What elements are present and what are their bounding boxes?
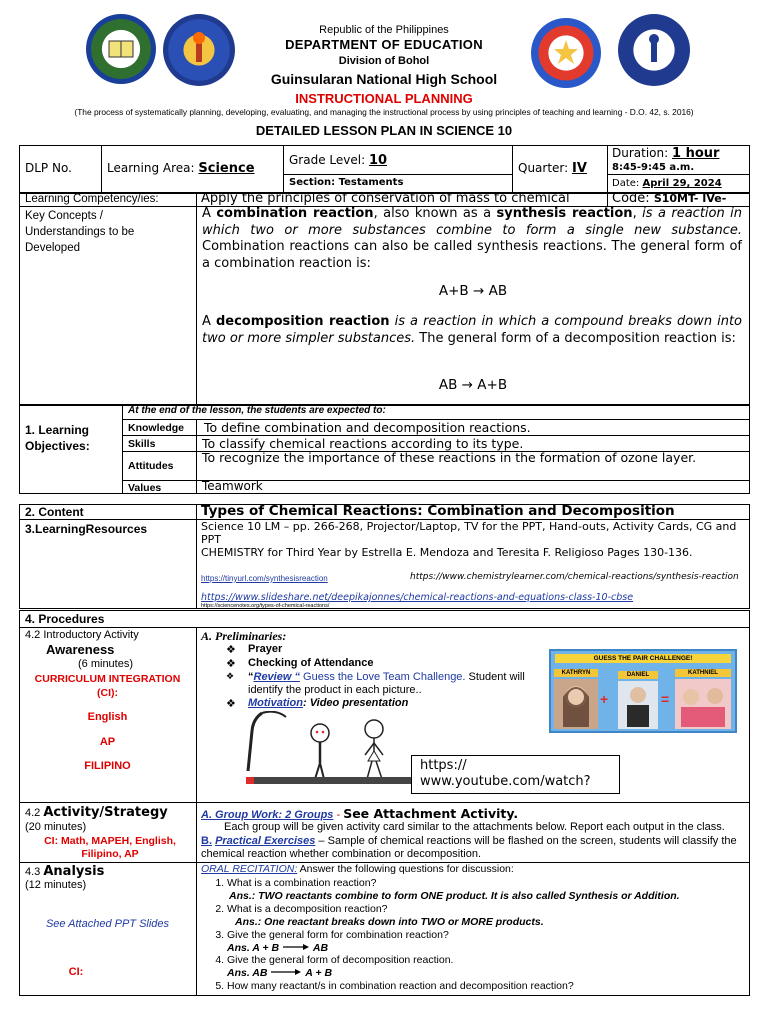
p1-text-a: A [202, 206, 217, 221]
see-attachment-text: See Attachment Activity. [343, 806, 519, 821]
p1-text-c: , [632, 206, 643, 221]
answer-1: Ans.: TWO reactants combine to form ONE product. It is also called Synthesis or Addition. [229, 889, 680, 902]
quarter-label: Quarter: [518, 161, 569, 175]
code-label: Code: [612, 191, 650, 206]
diamond-bullet-icon: ❖ [226, 697, 236, 710]
pair-name-1: KATHRYN [554, 669, 598, 677]
attitudes-objective: To recognize the importance of these reactions in the formation of ozone layer. [202, 450, 697, 465]
p2-text-b: The general form of a decomposition reaction is: [415, 330, 736, 346]
learning-area-label: Learning Area: [107, 161, 195, 175]
question-4 [227, 954, 747, 980]
procedures-label: 4. Procedures [25, 612, 105, 626]
content-value: Types of Chemical Reactions: Combination and Decomposition [201, 503, 675, 519]
analysis-num: 4.3 [25, 866, 44, 878]
question-3 [227, 929, 747, 955]
dlp-no-label: DLP No. [25, 161, 72, 175]
activity-label [25, 805, 168, 820]
decomposition-term: decomposition reaction [215, 314, 390, 329]
school-name: Guinsularan National High School [270, 71, 498, 87]
decomposition-definition: is a reaction in which a compound breaks down into two or more simpler substances. [202, 314, 743, 346]
ppt-slides-note: See Attached PPT Slides [45, 918, 170, 930]
learning-area-value: Science [198, 161, 255, 176]
duration-value: 1 hour [672, 146, 720, 161]
equals-sign: = [661, 691, 670, 707]
content-label: 2. Content [25, 505, 84, 519]
answer-4-products: A + B [305, 967, 333, 980]
answer-3-product: AB [312, 941, 329, 954]
combination-definition: is a reaction in which two or more substances combine to form a single new substance. [202, 206, 743, 238]
synthesis-term: synthesis reaction [496, 206, 633, 221]
analysis-label [25, 864, 104, 879]
date-label: Date: [612, 178, 640, 189]
link-slideshare[interactable]: https://www.slideshare.net/deepikajonnes/chemical-reactions-and-equations-class-10-cbse [201, 592, 634, 603]
stick-figures-video [246, 711, 416, 784]
intro-activity-label: 4.2 Introductory Activity [25, 629, 139, 641]
diamond-bullet-icon: ❖ [226, 672, 235, 682]
p1-text-b: , also known as a [373, 206, 497, 221]
answer-4-reactant: Ans. AB [227, 967, 268, 980]
question-4-text: Give the general form of decomposition reaction. [227, 954, 454, 967]
duration-field [612, 146, 719, 161]
knowledge-objective: To define combination and decomposition reactions. [204, 420, 531, 435]
decomposition-equation: AB → A+B [438, 377, 508, 393]
group-work-line [201, 806, 518, 821]
activity-num: 4.2 [25, 807, 44, 819]
date-value: April 29, 2024 [642, 178, 722, 189]
question-1-text: What is a combination reaction? [227, 877, 377, 889]
objectives-label: 1. Learning Objectives: [25, 423, 90, 453]
activity-title: Activity/Strategy [43, 805, 168, 820]
division-text: Division of Bohol [338, 55, 430, 67]
youtube-url[interactable]: https:// www.youtube.com/watch? [420, 758, 591, 789]
motivation-rest-text: : Video presentation [303, 697, 409, 709]
code-value: S10MT- IVe- [653, 192, 727, 205]
instructional-planning-definition: (The process of systematically planning, developing, evaluating, and managing the instructional process by using principles of teaching and learning - D.O. 42, s. 2016) [74, 107, 694, 117]
competency-text: Apply the principles of conservation of mass to chemical [201, 191, 570, 206]
practical-exercises-link[interactable]: Practical Exercises [215, 835, 316, 847]
quarter-field [518, 161, 587, 176]
resources-text-1: Science 10 LM – pp. 266-268, Projector/Laptop, TV for the PPT, Hand-outs, Activity Cards, CG and PPT [201, 520, 737, 546]
ci-ap: AP [99, 736, 116, 748]
duration-label: Duration: [612, 146, 669, 160]
department-text: DEPARTMENT OF EDUCATION [285, 37, 483, 52]
pair-name-2: DANIEL [618, 671, 658, 679]
dash: - [333, 809, 344, 821]
question-3-text: Give the general form for combination reaction? [227, 928, 449, 941]
pair-title: GUESS THE PAIR CHALLENGE! [555, 654, 731, 663]
prayer-text: Prayer [248, 643, 283, 655]
time-value: 8:45-9:45 a.m. [612, 162, 695, 173]
video-thumbnail[interactable] [246, 711, 416, 784]
ci-filipino: FILIPINO [84, 760, 131, 772]
knowledge-label: Knowledge [128, 422, 185, 434]
section-label: Section: Testaments [289, 177, 404, 188]
pair-photos [551, 677, 735, 731]
grade-level-field [289, 153, 387, 168]
instructional-planning-title: INSTRUCTIONAL PLANNING [295, 91, 473, 106]
practical-exercises-desc: – Sample of chemical reactions will be flashed on the screen, students will classify the chemical reaction whether combination or decomposition. [201, 835, 737, 860]
review-rest-text: Student will identify the product in each picture.. [248, 671, 525, 696]
analysis-title: Analysis [43, 864, 105, 879]
group-work-link[interactable]: A. Group Work: 2 Groups [201, 809, 334, 821]
curriculum-integration-label: CURRICULUM INTEGRATION (CI): [34, 673, 181, 699]
plan-title: DETAILED LESSON PLAN IN SCIENCE 10 [255, 123, 513, 138]
quarter-value: IV [572, 161, 587, 176]
oral-recitation-link[interactable]: ORAL RECITATION: [201, 863, 298, 875]
learning-area-field [107, 161, 255, 176]
review-link[interactable]: Review “ [253, 671, 300, 683]
bullet-attendance [228, 657, 374, 669]
values-label: Values [128, 482, 162, 494]
activity-ci: CI: Math, MAPEH, English, Filipino, AP [44, 835, 176, 860]
discussion-questions [207, 877, 747, 993]
attendance-text: Checking of Attendance [248, 657, 374, 669]
skills-label: Skills [128, 438, 156, 450]
practical-exercises-text [201, 835, 746, 861]
republic-text: Republic of the Philippines [319, 24, 449, 36]
p2-text-a: A [202, 314, 216, 329]
awareness-title: Awareness [46, 642, 115, 657]
plus-sign: + [600, 691, 609, 707]
answer-3-reactants: Ans. A + B [227, 941, 280, 954]
intro-time: (6 minutes) [78, 658, 134, 670]
oral-recitation-text: Answer the following questions for discussion: [297, 863, 514, 875]
objectives-intro [128, 405, 386, 416]
question-5-text: How many reactant/s in combination reaction and decomposition reaction? [227, 980, 574, 993]
combination-paragraph [202, 206, 742, 272]
oral-recitation-line [201, 863, 514, 875]
grade-level-value: 10 [368, 153, 388, 168]
analysis-time: (12 minutes) [25, 879, 87, 891]
practical-letter: B. [201, 835, 212, 847]
bullet-motivation [228, 697, 408, 709]
decomposition-paragraph [202, 314, 742, 347]
activity-time: (20 minutes) [25, 821, 87, 833]
review-quote: “ [248, 671, 254, 683]
diamond-bullet-icon: ❖ [226, 643, 236, 656]
key-concepts-label: Key Concepts / Understandings to be Developed [25, 210, 135, 254]
resources-text-2: CHEMISTRY for Third Year by Estrella E. Mendoza and Teresita F. Religioso Pages 130-136. [201, 546, 693, 559]
question-2 [227, 903, 747, 929]
date-field [612, 178, 722, 189]
question-1 [227, 877, 747, 903]
link-sciencenotes[interactable]: https://sciencenotes.org/types-of-chemical-reactions/ [201, 603, 330, 609]
ci-english: English [87, 711, 128, 723]
combination-equation: A+B → AB [438, 283, 508, 299]
pair-name-3: KATHNIEL [675, 669, 731, 677]
bullet-review [228, 671, 538, 697]
preliminaries-heading: A. Preliminaries: [201, 629, 287, 643]
group-work-text: Each group will be given activity card similar to the attachments below. Report each output in the class. [224, 821, 725, 833]
analysis-ci: CI: [68, 966, 84, 978]
skills-objective: To classify chemical reactions according to its type. [202, 436, 524, 451]
bullet-prayer [228, 643, 282, 655]
values-objective: Teamwork [202, 479, 263, 493]
link-chemistrylearner[interactable]: https://www.chemistrylearner.com/chemical-reactions/synthesis-reaction [410, 572, 739, 582]
guess-pair-image [549, 649, 737, 733]
diamond-bullet-icon: ❖ [226, 657, 236, 670]
grade-level-label: Grade Level: [289, 153, 366, 167]
p1-text-d: Combination reactions can also be called synthesis reactions. The general form of a combination reaction is: [202, 239, 742, 271]
link-tinyurl[interactable]: https://tinyurl.com/synthesisreaction [201, 574, 328, 583]
youtube-url-box[interactable] [411, 755, 620, 794]
guess-challenge-text: Guess the Love Team Challenge. [299, 671, 466, 683]
objectives-intro-text: At the end of the lesson, the students are expected to: [128, 405, 386, 416]
arrow-right-icon [282, 943, 310, 951]
attitudes-label: Attitudes [128, 460, 174, 472]
motivation-link[interactable]: Motivation [248, 697, 303, 709]
resources-label: 3.LearningResources [25, 522, 148, 536]
arrow-right-icon [270, 968, 302, 976]
combination-term: combination reaction [216, 206, 374, 221]
code-field [612, 191, 726, 206]
answer-2: Ans.: One reactant breaks down into TWO or MORE products. [235, 915, 544, 928]
question-5 [227, 980, 747, 993]
question-2-text: What is a decomposition reaction? [227, 902, 388, 915]
competency-label: Learning Competency/ies: [25, 193, 159, 205]
